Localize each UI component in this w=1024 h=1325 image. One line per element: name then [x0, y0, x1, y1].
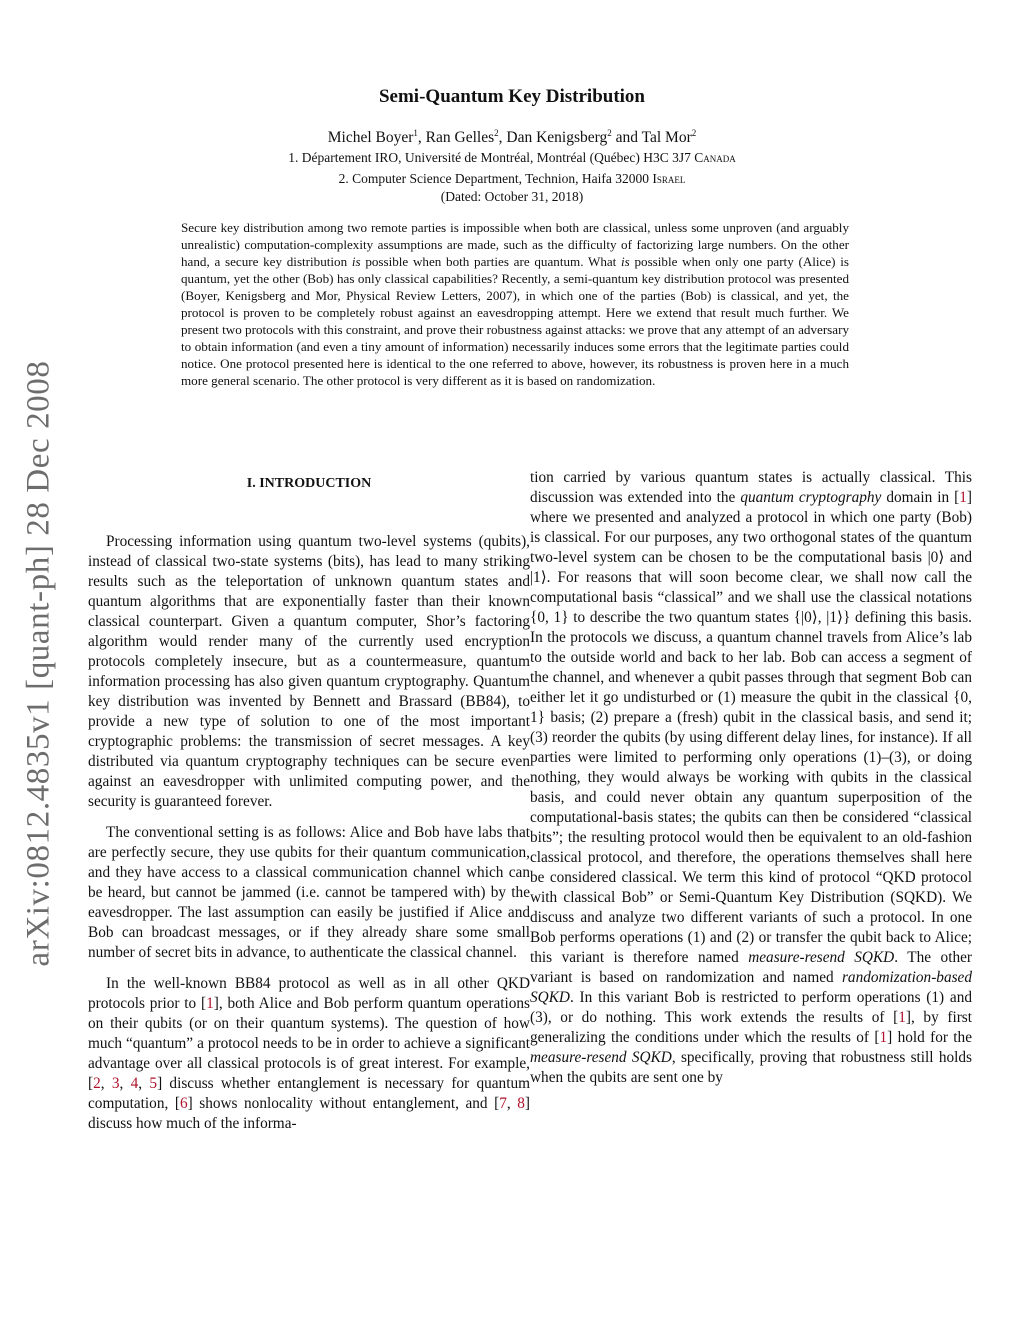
intro-paragraph-1: Processing information using quantum two-level systems (qubits), instead of classical two-state systems (bits), has lead to many striking results such as the teleportation of unknown quantum states and quantum algorithms that are exponentially faster than their known classical counterpart. Given a quantum computer, Shor’s factoring algorithm would render many of the currently used encryption protocols completely insecure, but as a countermeasure, quantum information processing has also given quantum cryptography. Quantum key distribution was invented by Bennett and Brassard (BB84), to provide a new type of solution to one of the most important cryptographic problems: the transmission of secret messages. A key distributed via quantum cryptography techniques can be secure even against an eavesdropper with unlimited computing power, and the security is guaranteed forever.: [88, 532, 530, 810]
affiliation-country: Canada: [694, 150, 736, 165]
author-list: Michel Boyer$^1$, Ran Gelles$^2$, Dan Kenigsberg$^2$ and Tal Mor$^2$: [327, 128, 697, 147]
citation-separator: ,: [119, 1074, 131, 1092]
citation-separator: ,: [506, 1094, 518, 1112]
abstract-text: possible when only one party (Alice) is quantum, yet the other (Bob) has only classical capabilities? Recently, a semi-quantum key distribution protocol was presented (Boyer, Kenigsberg and Mor, Physical Review Letters, 2007), in which one of the parties (Bob) is classical, and yet, the protocol is proven to be completely robust against an eavesdropping attempt. Here we extend that result much further. We present two protocols with this constraint, and prove their robustness against attacks: we prove that any attempt of an adversary to obtain information (and even a tiny amount of information) necessarily induces some errors that the legitimate parties could notice. One protocol presented here is identical to the one referred to above, however, its robustness is proven here in a much more general scenario. The other protocol is very different as it is based on randomization.: [181, 253, 849, 388]
citation-link[interactable]: 1: [898, 1008, 906, 1026]
paragraph-text: domain in [: [881, 488, 960, 506]
author-affiliation-mark: 1: [413, 128, 418, 138]
paragraph-emphasis: measure-resend SQKD: [530, 1048, 672, 1066]
paragraph-text: ] hold for the: [887, 1028, 972, 1046]
citation-link[interactable]: 6: [179, 1094, 188, 1112]
citation-separator: ,: [138, 1074, 150, 1092]
citation-link[interactable]: 5: [149, 1074, 158, 1092]
author-affiliation-mark: 2: [691, 128, 697, 138]
paragraph-emphasis: measure-resend SQKD: [748, 948, 895, 966]
citation-link[interactable]: 1: [959, 488, 967, 506]
paragraph-text: ] discuss how much of the informa-: [88, 1094, 530, 1132]
intro-paragraph-2: The conventional setting is as follows: Alice and Bob have labs that are perfectly secure, they use qubits for their quantum communication, and they have access to a classical communication channel which can be heard, but cannot be jammed (i.e. cannot be tampered with) by the eavesdropper. The last assumption can easily be justified if Alice and Bob can broadcast messages, or if they already share some small number of secret bits in advance, to authenticate the classical channel.: [88, 823, 530, 961]
paragraph-text: tion carried by various quantum states is actually classical. This discussion was extended into the: [530, 469, 972, 506]
citation-link[interactable]: 7: [499, 1094, 507, 1112]
left-column: [88, 468, 530, 1134]
abstract: [181, 220, 849, 390]
paragraph-text: In the well-known BB84 protocol as well as in all other QKD protocols prior to [: [88, 974, 530, 1012]
paragraph-text: ] discuss whether entanglement is necessary for quantum computation, [: [88, 1074, 530, 1112]
citation-separator: ,: [100, 1074, 112, 1092]
paragraph-emphasis: quantum cryptography: [740, 488, 882, 506]
citation-link[interactable]: 8: [517, 1094, 525, 1112]
affiliation-1: [0, 150, 1024, 166]
affiliation-text: 1. Département IRO, Université de Montréal, Montréal (Québec) H3C 3J7: [288, 150, 691, 165]
paper-title: Semi-Quantum Key Distribution: [378, 86, 646, 107]
author-name: Ran Gelles: [425, 129, 495, 147]
abstract-text: Secure key distribution among two remote parties is impossible when both are classical, unless some unproven (and arguably unrealistic) computation-complexity assumptions are made, such as the difficulty of factorizing large numbers. On the other hand, a secure key distribution: [181, 220, 849, 269]
arxiv-stamp: [19, 346, 59, 981]
paragraph-text: . The other variant is based on randomization and named: [530, 948, 972, 986]
affiliation-2: [0, 171, 1024, 187]
author-affiliation-mark: 2: [494, 128, 499, 138]
author-affiliation-mark: 2: [607, 128, 612, 138]
affiliation-country: Israel: [652, 171, 686, 186]
intro-paragraph-3: [88, 974, 530, 1134]
paragraph-text: ], by first generalizing the conditions under which the results of [: [530, 1008, 972, 1046]
paragraph-text: ] shows nonlocality without entanglement, and [: [187, 1094, 500, 1112]
author-name: Dan Kenigsberg: [506, 129, 608, 147]
citation-link[interactable]: 3: [111, 1074, 120, 1092]
citation-link[interactable]: 4: [130, 1074, 139, 1092]
dated-line: (Dated: October 31, 2018): [440, 189, 584, 204]
section-heading-introduction: I. INTRODUCTION: [246, 476, 372, 491]
abstract-text: possible when both parties are quantum. What: [360, 253, 622, 269]
abstract-emphasis: is: [351, 253, 361, 269]
citation-link[interactable]: 1: [206, 994, 214, 1012]
author-name: Tal Mor: [641, 129, 692, 147]
paragraph-text: . In this variant Bob is restricted to perform operations (1) and (3), or do nothing. This work extends the results of [: [530, 988, 972, 1026]
affiliation-text: 2. Computer Science Department, Technion, Haifa 32000: [338, 171, 649, 186]
arxiv-id: arXiv:0812.4835v1 [quant-ph] 28 Dec 2008: [20, 360, 57, 967]
paragraph-text: ], both Alice and Bob perform quantum operations on their qubits (or on their quantum systems). The question of how much “quantum” a protocol needs to be in order to achieve a significant advantage over all classical protocols is of great interest. For example, [: [88, 994, 530, 1092]
right-column-paragraph: [530, 468, 972, 1088]
paragraph-text: , specifically, proving that robustness still holds when the qubits are sent one by: [530, 1048, 972, 1086]
citation-link[interactable]: 2: [93, 1074, 101, 1092]
abstract-emphasis: is: [621, 253, 630, 269]
right-column: [530, 468, 972, 1088]
author-name: Michel Boyer: [327, 129, 414, 147]
paragraph-text: ] where we presented and analyzed a protocol in which one party (Bob) is classical. For our purposes, any two orthogonal states of the quantum two-level system can be chosen to be the computational basis |0⟩ and |1⟩. For reasons that will soon become clear, we shall now call the computational basis “classical” and we shall use the classical notations {0, 1} to describe the two quantum states {|0⟩, |1⟩} defining this basis. In the protocols we discuss, a quantum channel travels from Alice’s lab to the outside world and back to her lab. Bob can access a segment of the channel, and whenever a qubit passes through that segment Bob can either let it go undisturbed or (1) measure the qubit in the classical {0, 1} basis; (2) prepare a (fresh) qubit in the classical basis, and send it; (3) reorder the qubits (by using different delay lines, for instance). If all parties were limited to performing only operations (1)–(3), or doing nothing, they would always be working with qubits in the classical basis, and could never obtain any quantum superposition of the computational-basis states; the qubits can then be considered “classical bits”; the resulting protocol would then be equivalent to an old-fashion classical protocol, and therefore, the operations themselves shall here be considered classical. We term this kind of protocol “QKD protocol with classical Bob” or Semi-Quantum Key Distribution (SQKD). We discuss and analyze two different variants of such a protocol. In one Bob performs operations (1) and (2) or transfer the qubit back to Alice; this variant is therefore named: [530, 488, 973, 966]
paragraph-emphasis: randomization-based SQKD: [530, 968, 972, 1006]
citation-link[interactable]: 1: [879, 1028, 888, 1046]
